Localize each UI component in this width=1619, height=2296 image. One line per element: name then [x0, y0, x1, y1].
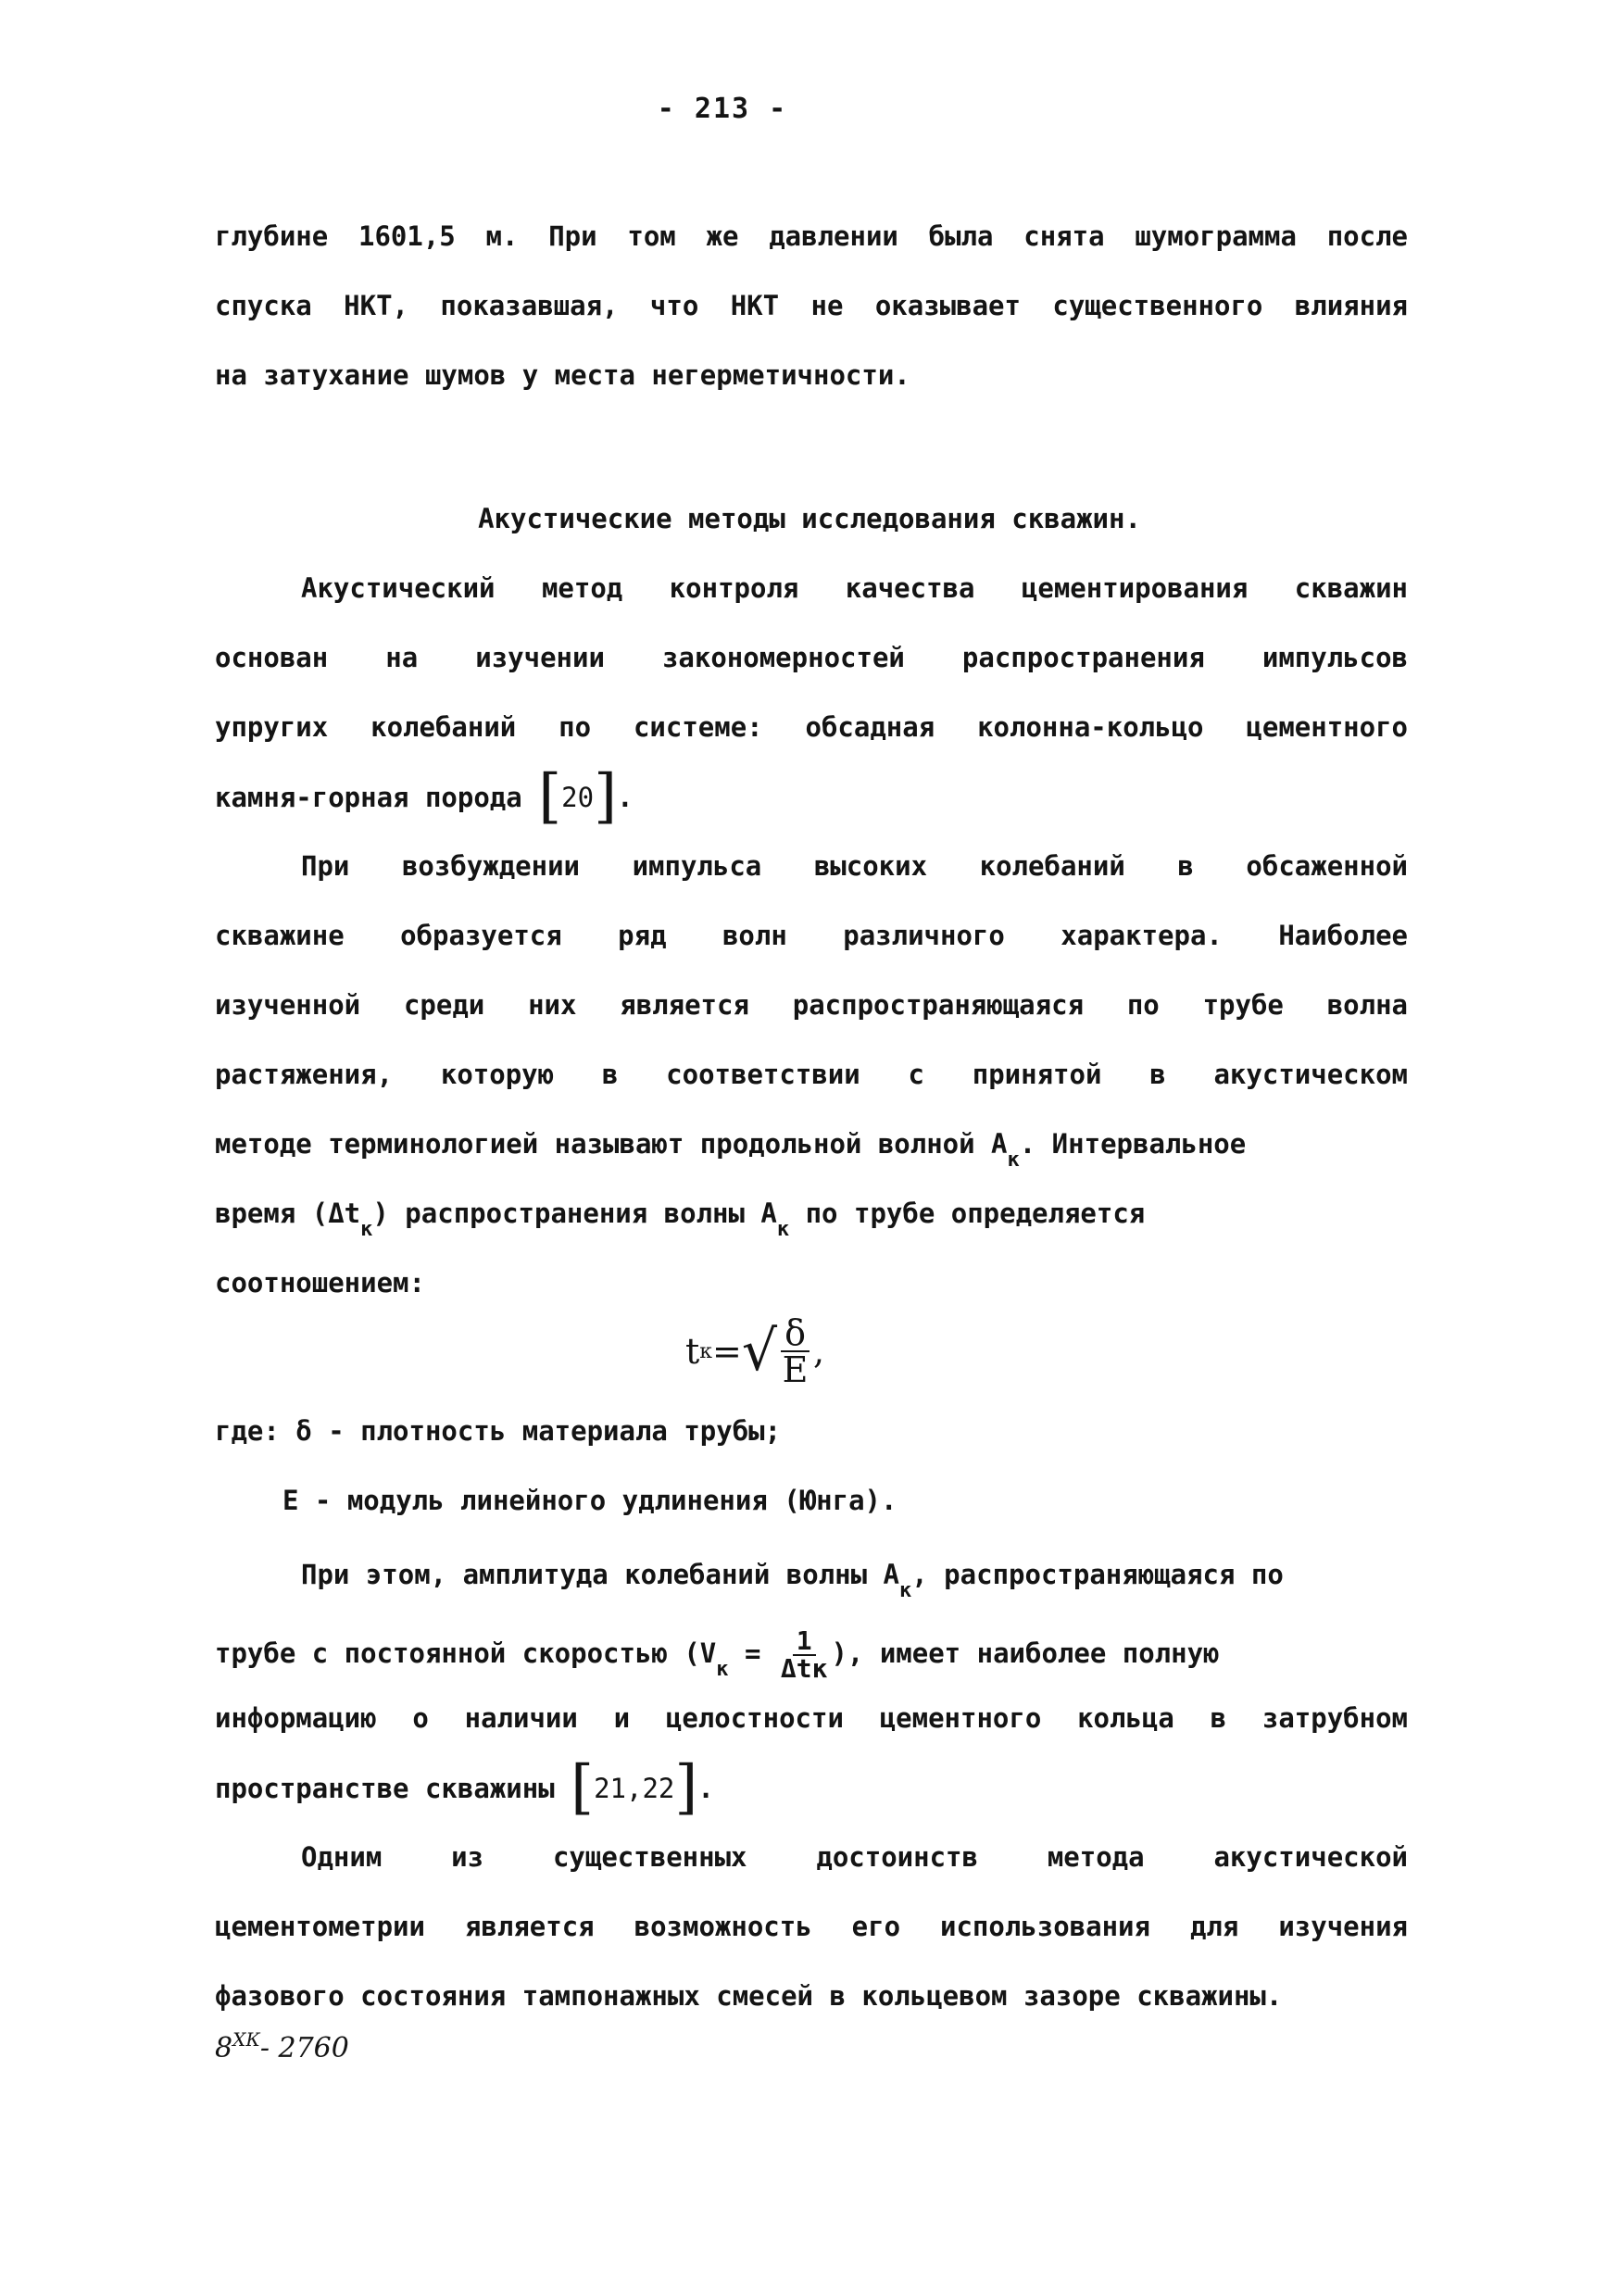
print-mark [215, 2028, 349, 2064]
numerator: 1 [793, 1628, 816, 1656]
denominator: E [782, 1349, 809, 1390]
text-line [215, 1125, 1408, 1179]
formula [685, 1312, 825, 1390]
open-bracket: [ [538, 762, 562, 831]
subscript: к [899, 1579, 912, 1602]
formula-eq: = [712, 1331, 742, 1372]
subscript: к [716, 1658, 729, 1681]
text-line: Одним из существенных достоинств метода акустической [301, 1841, 1408, 1873]
subscript: к [776, 1218, 790, 1241]
text-line: пространстве скважины [21,22]. [215, 1753, 714, 1822]
text-segment: по трубе определяется [789, 1198, 1146, 1229]
fraction [780, 1625, 828, 1684]
definition-line: E - модуль линейного удлинения (Юнга). [282, 1485, 897, 1516]
text-segment: методе терминологией называют продольной волной А [215, 1128, 1008, 1160]
subscript: к [699, 1339, 713, 1363]
text-line [215, 1625, 1408, 1688]
text-line: фазового состояния тампонажных смесей в кольцевом зазоре скважины. [215, 1980, 1283, 2012]
sqrt-icon: √ [741, 1319, 778, 1384]
text-line: на затухание шумов у места негерметичности. [215, 359, 910, 391]
subscript: к [1007, 1148, 1020, 1172]
text-segment: ), имеет наиболее полную [831, 1637, 1220, 1669]
formula-lhs: t [685, 1331, 700, 1372]
text-segment: пространстве скважины [215, 1773, 555, 1804]
open-bracket: [ [571, 1753, 595, 1822]
fraction [781, 1312, 810, 1390]
reference-number: 20 [561, 782, 595, 813]
print-mark-text: 8 [215, 2032, 233, 2064]
text-line [301, 1556, 1408, 1610]
text-line: изученной среди них является распространяющаяся по трубе волна [215, 989, 1408, 1021]
text-segment: = [728, 1637, 777, 1669]
text-line: Акустический метод контроля качества цементирования скважин [301, 572, 1408, 604]
denominator: Δtк [780, 1653, 828, 1684]
text-line: камня-горная порода [20]. [215, 762, 634, 831]
text-line: информацию о наличии и целостности цементного кольца в затрубном [215, 1702, 1408, 1734]
text-line: соотношением: [215, 1267, 425, 1299]
page-number: - 213 - [657, 93, 788, 125]
reference-number: 21,22 [594, 1773, 675, 1804]
text-line [215, 1195, 1408, 1248]
numerator: δ [781, 1315, 810, 1352]
text-segment: , распространяющаяся по [911, 1559, 1284, 1590]
superscript: ХК [232, 2028, 260, 2051]
text-line: упругих колебаний по системе: обсадная колонна-кольцо цементного [215, 711, 1408, 743]
text-segment: . Интервальное [1019, 1128, 1247, 1160]
close-bracket: ] [594, 762, 618, 831]
text-line: растяжения, которую в соответствии с принятой в акустическом [215, 1059, 1408, 1090]
text-line: глубине 1601,5 м. При том же давлении была снята шумограмма после [215, 220, 1408, 252]
text-line: спуска НКТ, показавшая, что НКТ не оказывает существенного влияния [215, 290, 1408, 321]
text-line: скважине образуется ряд волн различного характера. Наиболее [215, 920, 1408, 951]
text-line: основан на изучении закономерностей распространения импульсов [215, 642, 1408, 673]
close-bracket: ] [674, 1753, 698, 1822]
text-segment: время (Δt [215, 1198, 361, 1229]
subscript: к [360, 1218, 373, 1241]
text-segment: трубе с постоянной скоростью (V [215, 1637, 717, 1669]
formula-tail: , [813, 1331, 825, 1372]
section-heading: Акустические методы исследования скважин. [478, 503, 1141, 534]
text-line: цементометрии является возможность его использования для изучения [215, 1911, 1408, 1942]
text-segment: При этом, амплитуда колебаний волны А [301, 1559, 900, 1590]
text-segment: ) распространения волны А [372, 1198, 777, 1229]
text-line: При возбуждении импульса высоких колебаний в обсаженной [301, 850, 1408, 882]
print-mark-text: - 2760 [259, 2032, 349, 2064]
text-segment: камня-горная порода [215, 782, 522, 813]
definition-line: где: δ - плотность материала трубы; [215, 1415, 782, 1447]
